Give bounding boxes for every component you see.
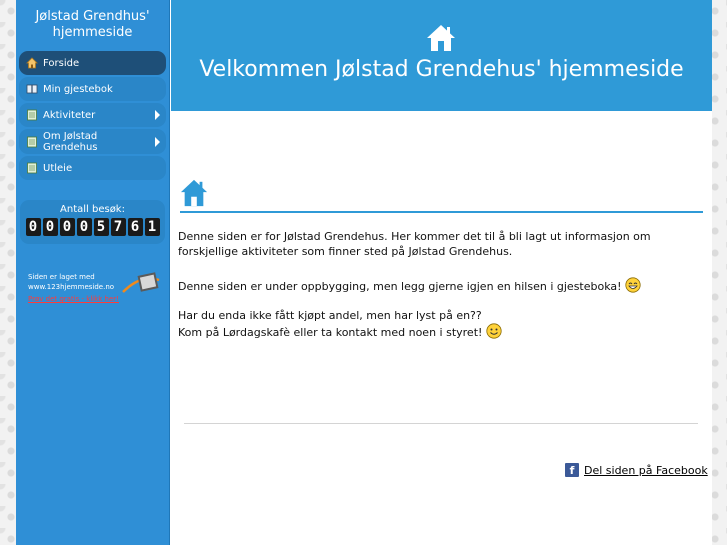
visit-counter: Antall besøk: 0 0 0 0 5 7 6 1 [20,200,165,244]
site-title[interactable]: Jølstad Grendhus' hjemmeside [35,9,150,40]
facebook-share-link[interactable]: f Del siden på Facebook [565,463,708,477]
menu-item-aktiviteter[interactable]: Aktiviteter [19,103,166,127]
submenu-arrow-icon [155,110,160,120]
try-free-link[interactable]: Prøv det gratis - klikk her! [28,295,119,303]
badge-logo-icon [121,270,161,300]
page-icon [26,136,38,148]
home-icon [26,57,38,69]
membership-paragraph: Har du enda ikke fått kjøpt andel, men har lyst på en?? Kom på Lørdagskafè eller ta kontakt med noen i styret! [178,308,502,340]
home-icon [180,179,208,207]
counter-digit: 6 [128,218,143,236]
footer-divider [184,423,698,424]
construction-paragraph: Denne siden er under oppbygging, men legg gjerne igjen en hilsen i gjesteboka! [178,277,641,294]
page-icon [26,109,38,121]
menu-item-utleie[interactable]: Utleie [19,156,166,180]
counter-digit: 0 [43,218,58,236]
submenu-arrow-icon [155,137,160,147]
menu-item-gjestebok[interactable]: Min gjestebok [19,77,166,101]
made-with-badge[interactable]: Siden er laget med www.123hjemmeside.no Prøv det gratis - klikk her! [26,270,166,310]
page-icon [26,162,38,174]
counter-digit: 5 [94,218,109,236]
page-header [171,0,712,111]
home-icon [426,24,456,52]
menu-item-om-jolstad[interactable]: Om Jølstad Grendehus [19,129,166,154]
sidebar [16,0,170,545]
counter-digit: 1 [145,218,160,236]
page-title: Velkommen Jølstad Grendehus' hjemmeside [199,57,684,82]
intro-paragraph: Denne siden er for Jølstad Grendehus. Her kommer det til å bli lagt ut informasjon om forskjellige aktiviteter som finner sted på Jølstad Grendehus. [178,230,651,258]
book-icon [26,83,38,95]
counter-digit: 0 [26,218,41,236]
section-divider [180,211,703,213]
counter-digit: 0 [60,218,75,236]
page-frame [16,0,712,545]
counter-digit: 7 [111,218,126,236]
main-menu [16,50,169,180]
menu-item-forside[interactable]: Forside [19,51,166,75]
smiley-icon [486,323,502,339]
counter-digits [20,218,165,236]
facebook-icon: f [565,463,579,477]
counter-digit: 0 [77,218,92,236]
laughing-smiley-icon [625,277,641,293]
